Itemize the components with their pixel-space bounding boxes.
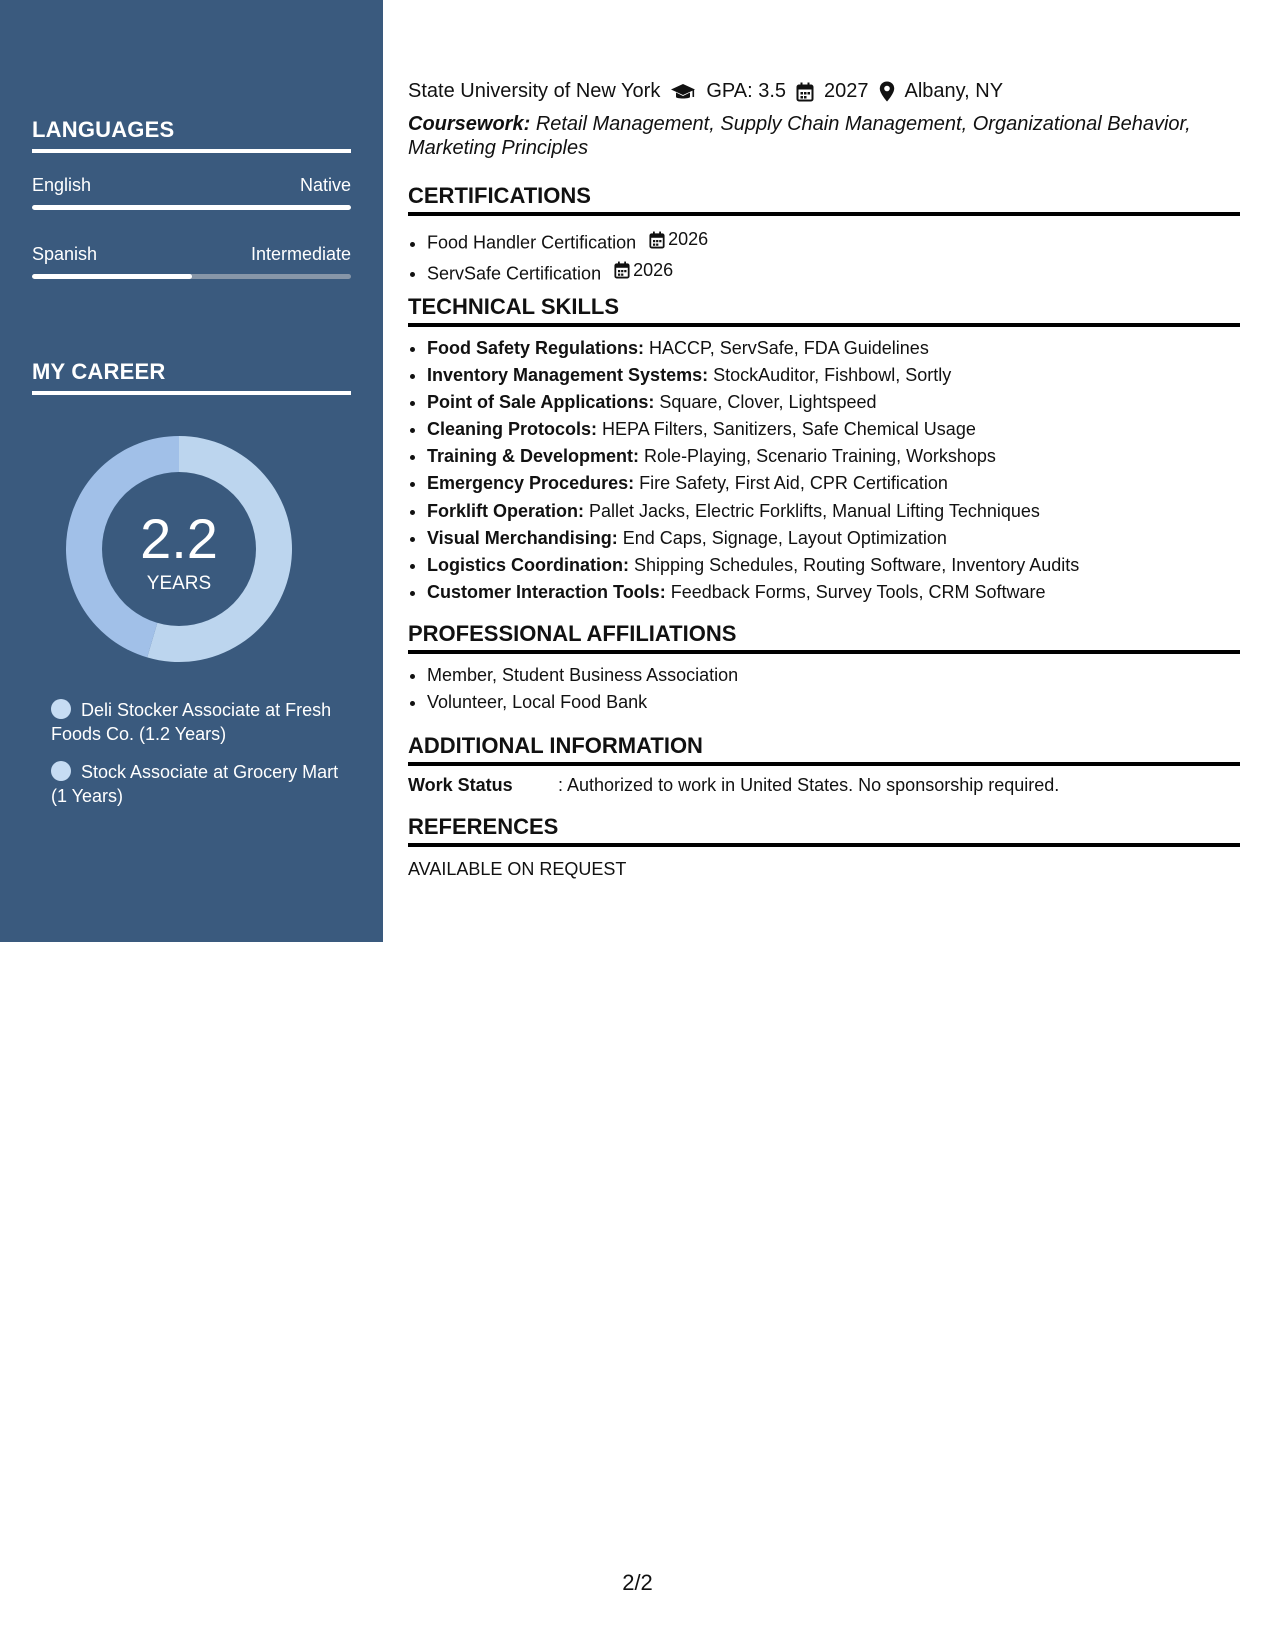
- calendar-icon: [614, 261, 630, 279]
- skill-label: Emergency Procedures:: [427, 473, 635, 494]
- work-status-label: Work Status: [408, 775, 513, 795]
- references-heading: REFERENCES: [408, 814, 1240, 847]
- skill-label: Training & Development:: [427, 446, 640, 467]
- career-item-text: Stock Associate at Grocery Mart (1 Years): [51, 762, 339, 806]
- skill-value: Feedback Forms, Survey Tools, CRM Software: [670, 581, 1046, 602]
- list-item: [427, 552, 1240, 579]
- list-item: [427, 389, 1240, 416]
- skill-value: End Caps, Signage, Layout Optimization: [622, 527, 947, 548]
- language-name: Spanish: [32, 244, 98, 264]
- skill-value: Pallet Jacks, Electric Forklifts, Manual Lifting Techniques: [589, 500, 1040, 521]
- list-item: [427, 579, 1240, 606]
- skill-label: Customer Interaction Tools:: [427, 581, 666, 602]
- additional-info-heading: ADDITIONAL INFORMATION: [408, 733, 1240, 766]
- skill-value: Shipping Schedules, Routing Software, Inventory Audits: [634, 554, 1080, 575]
- certifications-list: [408, 226, 1240, 287]
- career-total-unit: YEARS: [146, 573, 212, 594]
- graduation-cap-icon: [670, 82, 696, 102]
- list-item: [427, 362, 1240, 389]
- technical-skills-list: [408, 335, 1240, 606]
- skill-label: Forklift Operation:: [427, 500, 584, 521]
- certification-year: [649, 226, 708, 253]
- list-item: [427, 335, 1240, 362]
- map-pin-icon: [879, 81, 895, 102]
- list-item: [427, 443, 1240, 470]
- coursework-label: Coursework:: [408, 113, 531, 135]
- gpa: GPA: 3.5: [706, 80, 787, 102]
- list-item: [427, 226, 1240, 257]
- skill-value: Square, Clover, Lightspeed: [659, 392, 877, 413]
- skill-label: Point of Sale Applications:: [427, 392, 655, 413]
- education-line: [408, 80, 1003, 103]
- graduation-year: 2027: [824, 80, 869, 102]
- language-level: Intermediate: [250, 244, 351, 264]
- skill-value: HACCP, ServSafe, FDA Guidelines: [649, 338, 929, 358]
- list-item: [427, 257, 1240, 288]
- list-item: [427, 470, 1240, 497]
- certifications-heading: CERTIFICATIONS: [408, 183, 1240, 216]
- career-item: [51, 698, 351, 746]
- certification-year-text: 2026: [668, 229, 709, 249]
- language-name: English: [32, 175, 92, 195]
- career-total-value: 2.2: [140, 507, 218, 570]
- career-item-text: Deli Stocker Associate at Fresh Foods Co. (1.2 Years): [51, 700, 332, 744]
- list-item: [427, 416, 1240, 443]
- work-status-value: : Authorized to work in United States. No sponsorship required.: [558, 775, 1060, 795]
- calendar-icon: [796, 82, 814, 102]
- career-heading: MY CAREER: [32, 359, 351, 395]
- affiliations-list: [408, 662, 1240, 716]
- languages-heading: LANGUAGES: [32, 117, 351, 153]
- language-bar-spanish: [32, 274, 351, 279]
- list-item: [427, 525, 1240, 552]
- language-bar-fill: [32, 205, 351, 210]
- coursework: [408, 112, 1240, 160]
- skill-label: Logistics Coordination:: [427, 554, 629, 575]
- bullet-dot-icon: [51, 761, 71, 781]
- technical-skills-heading: TECHNICAL SKILLS: [408, 294, 1240, 327]
- bullet-dot-icon: [51, 699, 71, 719]
- list-item: • Volunteer, Local Food Bank: [427, 689, 1240, 716]
- calendar-icon: [649, 231, 665, 249]
- work-status-row: [408, 775, 1059, 796]
- skill-label: Cleaning Protocols:: [427, 419, 598, 440]
- skill-value: HEPA Filters, Sanitizers, Safe Chemical Usage: [602, 419, 976, 440]
- list-item: • Member, Student Business Association: [427, 662, 1240, 689]
- coursework-text: Retail Management, Supply Chain Management, Organizational Behavior, Marketing Principles: [408, 113, 1191, 159]
- career-item: [51, 760, 351, 808]
- career-donut-chart: [66, 436, 292, 662]
- references-text: AVAILABLE ON REQUEST: [408, 859, 627, 879]
- skill-label: Visual Merchandising:: [427, 527, 618, 548]
- certification-name: ServSafe Certification: [427, 263, 602, 283]
- location: Albany, NY: [904, 80, 1004, 102]
- school-name: State University of New York: [408, 80, 661, 102]
- certification-year-text: 2026: [633, 259, 674, 280]
- certification-name: Food Handler Certification: [427, 232, 637, 253]
- affiliations-heading: PROFESSIONAL AFFILIATIONS: [408, 621, 1240, 654]
- skill-label: Inventory Management Systems:: [427, 365, 709, 386]
- sidebar: [0, 0, 383, 942]
- page-number: 2/2: [622, 1570, 653, 1595]
- language-bar-english: [32, 205, 351, 210]
- language-level: Native: [299, 175, 351, 195]
- skill-value: StockAuditor, Fishbowl, Sortly: [713, 365, 952, 386]
- certification-year: [614, 257, 673, 284]
- skill-value: Role-Playing, Scenario Training, Workshops: [644, 446, 996, 467]
- skill-label: Food Safety Regulations:: [427, 338, 645, 358]
- language-bar-fill: [32, 274, 192, 279]
- skill-value: Fire Safety, First Aid, CPR Certification: [639, 473, 948, 494]
- list-item: [427, 498, 1240, 525]
